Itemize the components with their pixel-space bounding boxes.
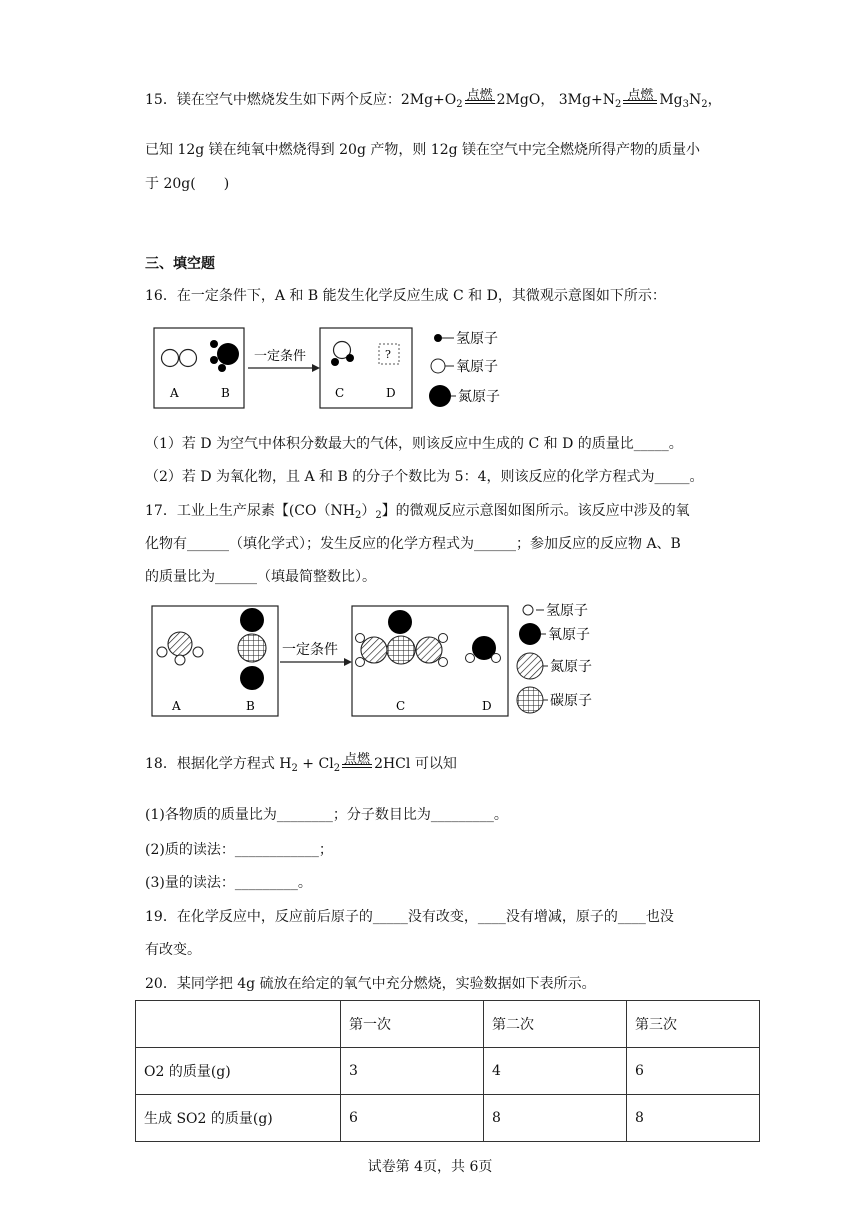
q19-line2: 有改变。 bbox=[145, 942, 201, 958]
q16-figure bbox=[152, 322, 522, 412]
q15-line2: 已知 12g 镁在纯氧中燃烧得到 20g 产物，则 12g 镁在空气中完全燃烧所得产物的质量小 bbox=[145, 142, 701, 158]
q17-legend-o: 氧原子 bbox=[548, 627, 590, 643]
q16-label-a: A bbox=[170, 386, 179, 400]
q18-mid: + Cl bbox=[297, 756, 334, 772]
q16-label-d: D bbox=[386, 386, 396, 400]
q17-line1-a: 17．工业上生产尿素【(CO（NH bbox=[145, 503, 355, 519]
q16-label-c: C bbox=[335, 386, 345, 400]
q18-p1: (1)各物质的质量比为________；分子数目比为_________。 bbox=[145, 807, 508, 823]
q17-line1-end: 】的微观反应示意图如图所示。该反应中涉及的氧 bbox=[381, 503, 690, 519]
q17-legend-n: 氮原子 bbox=[550, 659, 592, 675]
q15-eq1-sub: 2 bbox=[456, 99, 463, 110]
q15-eq2-sub: 2 bbox=[614, 99, 622, 110]
table-cell: 6 bbox=[341, 1095, 484, 1142]
q15-eq2-end: ， bbox=[707, 92, 722, 108]
section-title: 三、填空题 bbox=[145, 256, 215, 272]
q15-prefix: 15．镁在空气中燃烧发生如下两个反应： bbox=[145, 92, 401, 108]
q19-line1: 19．在化学反应中，反应前后原子的_____没有改变，____没有增减，原子的____也没 bbox=[145, 909, 674, 925]
q18-condition: 点燃 bbox=[344, 752, 371, 767]
q16-stem: 16．在一定条件下，A 和 B 能发生化学反应生成 C 和 D，其微观示意图如下所示： bbox=[145, 288, 666, 304]
q15-sep: ， bbox=[540, 92, 555, 108]
q15-eq2-right-b: N bbox=[689, 92, 702, 108]
page-footer: 试卷第 4页，共 6页 bbox=[367, 1159, 493, 1175]
table-header-row bbox=[136, 1001, 760, 1048]
table-cell: 生成 SO2 的质量(g) bbox=[136, 1095, 341, 1142]
q18-right: 2HCl 可以知 bbox=[374, 756, 457, 772]
q17-figure bbox=[148, 600, 618, 722]
q16-b-nitrogen bbox=[217, 343, 239, 365]
q17-line3: 的质量比为______（填最简整数比）。 bbox=[145, 569, 376, 585]
q17-line1-sub: 2 bbox=[354, 510, 362, 521]
q15-line3: 于 20g( ) bbox=[145, 176, 230, 192]
table-header-cell: 第二次 bbox=[484, 1001, 627, 1048]
q17-legend-h: 氢原子 bbox=[546, 603, 588, 619]
q16-condition: 一定条件 bbox=[254, 348, 307, 363]
table-cell: 3 bbox=[341, 1048, 484, 1095]
q16-sub2: （2）若 D 为氧化物，且 A 和 B 的分子个数比为 5：4，则该反应的化学方程式为_____。 bbox=[145, 469, 704, 485]
q17-label-a: A bbox=[172, 699, 181, 713]
table-row bbox=[136, 1095, 760, 1142]
q18-prefix: 18．根据化学方程式 H bbox=[145, 756, 292, 772]
table-cell: O2 的质量(g) bbox=[136, 1048, 341, 1095]
table-header-cell: 第三次 bbox=[627, 1001, 760, 1048]
q17-label-b: B bbox=[246, 699, 255, 713]
q16-legend-n: 氮原子 bbox=[458, 389, 500, 405]
q15-eq2-condition: 点燃 bbox=[627, 88, 654, 103]
q18-sub2: 2 bbox=[333, 763, 341, 774]
table-cell: 6 bbox=[627, 1048, 760, 1095]
q15-eq2-right-a: Mg bbox=[659, 92, 683, 108]
q17-label-d: D bbox=[482, 699, 492, 713]
table-cell: 8 bbox=[627, 1095, 760, 1142]
q15-eq2-left: 3Mg+N bbox=[558, 92, 615, 108]
q17-line2: 化物有______（填化学式）；发生反应的化学方程式为______；参加反应的反应物 A、B bbox=[145, 536, 681, 552]
q18-p2: (2)质的读法：____________； bbox=[145, 842, 333, 858]
q17-line1 bbox=[145, 501, 690, 526]
table-header-cell bbox=[136, 1001, 341, 1048]
q15-line1 bbox=[145, 90, 722, 115]
q17-line1-sub2: 2 bbox=[375, 510, 382, 521]
q16-unknown: ? bbox=[385, 348, 391, 361]
q16-sub1: （1）若 D 为空气中体积分数最大的气体，则该反应中生成的 C 和 D 的质量比_____。 bbox=[145, 436, 683, 452]
q20-stem: 20．某同学把 4g 硫放在给定的氧气中充分燃烧，实验数据如下表所示。 bbox=[145, 976, 596, 992]
q16-a-oxygen1 bbox=[162, 350, 179, 367]
table-cell: 8 bbox=[484, 1095, 627, 1142]
q16-legend-h: 氢原子 bbox=[456, 331, 498, 347]
table-row bbox=[136, 1048, 760, 1095]
q15-eq2-right-sub1: 3 bbox=[682, 99, 689, 110]
q17-legend-c: 碳原子 bbox=[550, 693, 592, 709]
q17-condition: 一定条件 bbox=[282, 641, 338, 657]
q17-label-c: C bbox=[396, 699, 406, 713]
q16-label-b: B bbox=[221, 386, 230, 400]
q15-eq1-condition: 点燃 bbox=[466, 88, 493, 103]
q18-line1 bbox=[145, 754, 457, 779]
q15-eq1-left: 2Mg+O bbox=[400, 92, 457, 108]
q15-eq2-right-sub2: 2 bbox=[701, 99, 708, 110]
q16-a-oxygen2 bbox=[180, 350, 197, 367]
table-cell: 4 bbox=[484, 1048, 627, 1095]
table-header-cell: 第一次 bbox=[341, 1001, 484, 1048]
q20-table bbox=[135, 1000, 760, 1142]
q17-line1-b: ） bbox=[361, 503, 376, 519]
q15-eq1-right: 2MgO bbox=[496, 92, 541, 108]
q16-legend-o: 氧原子 bbox=[456, 359, 498, 375]
q18-p3: (3)量的读法：_________。 bbox=[145, 875, 312, 891]
q18-sub1: 2 bbox=[291, 763, 298, 774]
